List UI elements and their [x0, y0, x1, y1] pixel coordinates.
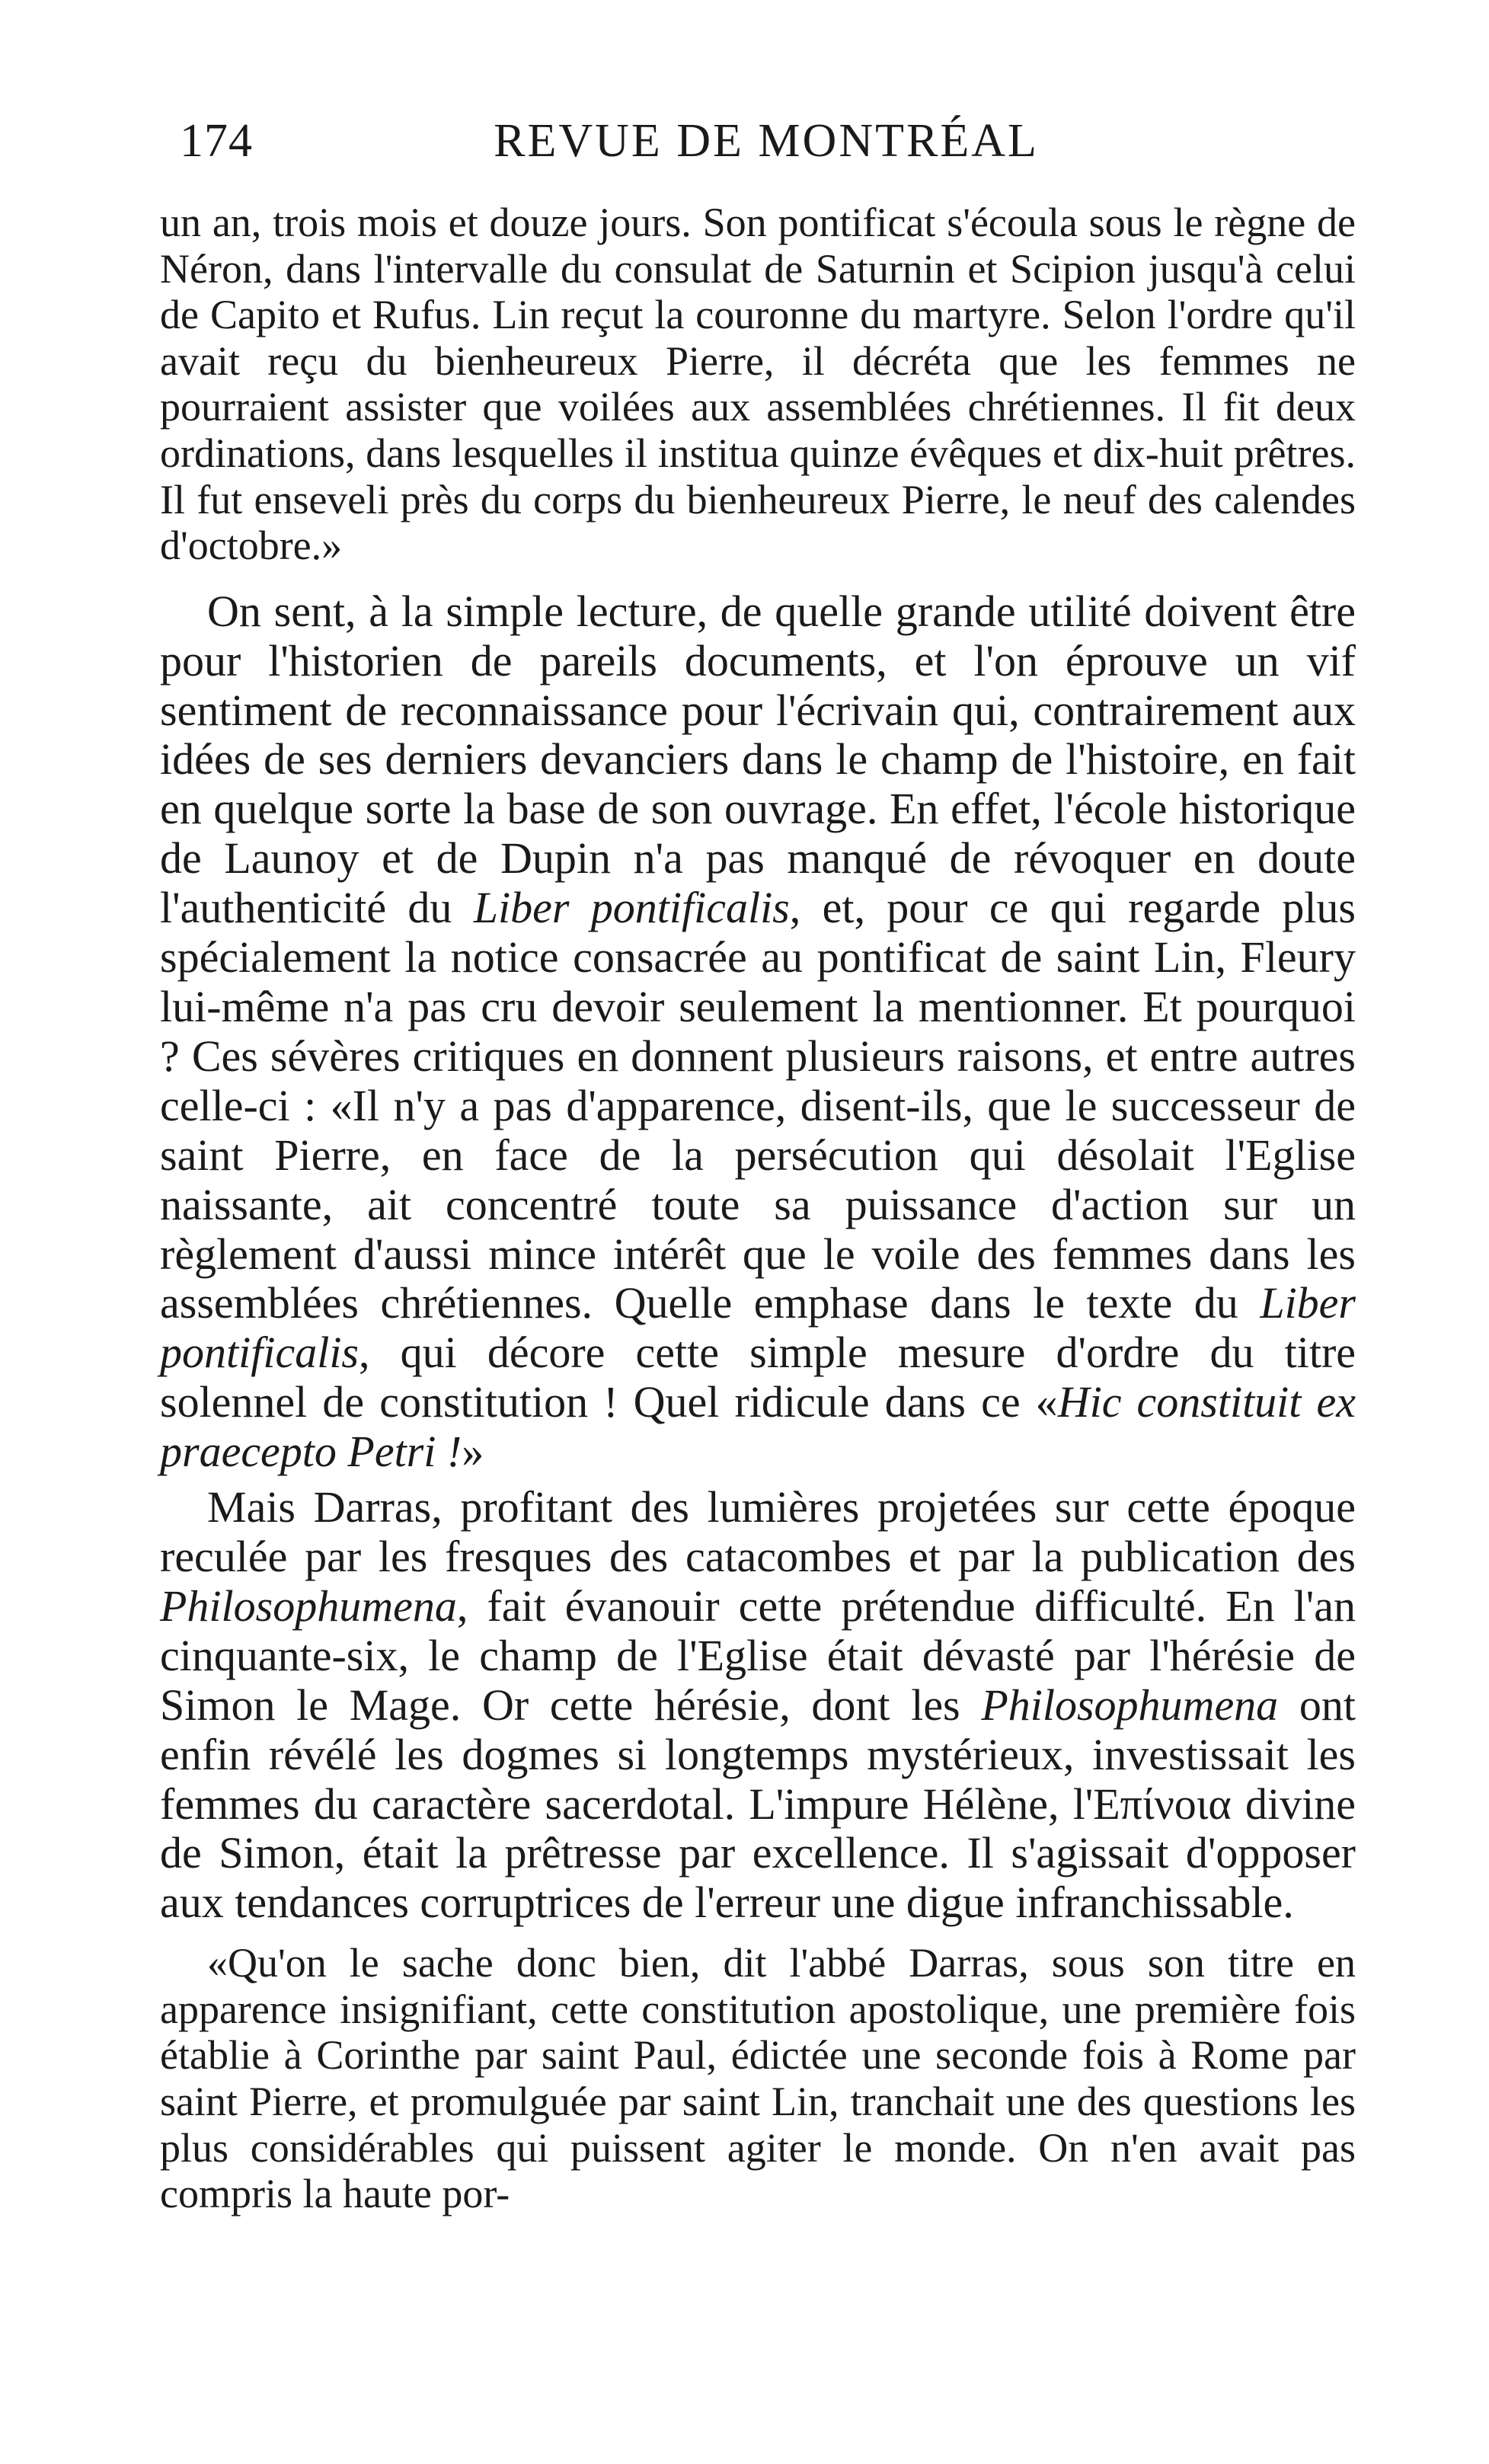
paragraph-2 [160, 587, 1356, 1477]
paragraph-2-text-3: , qui décore cette simple mesure d'ordre du titre solennel de constitution ! Quel ridicule dans ce « [160, 1328, 1356, 1427]
paragraph-3-text-1: Mais Darras, profitant des lumières projetées sur cette époque reculée par les fresques des catacombes et par la publication des [160, 1482, 1356, 1581]
book-title: Philosophumena [160, 1580, 457, 1631]
body-text [160, 200, 1356, 2217]
paragraph-2-text-2: , et, pour ce qui regarde plus spécialement la notice consacrée au pontificat de saint Lin, Fleury lui-même n'a pas cru devoir seulement la mentionner. Et pourquoi ? Ces sévères critiques en donnent plusieurs raisons, et entre autres celle-ci : «Il n'y a pas d'apparence, disent-ils, que le successeur de saint Pierre, en face de la persécution qui désolait l'Eglise naissante, ait concentré toute sa puissance d'action sur un règlement d'aussi mince intérêt que le voile des femmes dans les assemblées chrétiennes. Quelle emphase dans le texte du [160, 883, 1356, 1328]
latin-quote: Hic constituit ex praecepto Petri ! [160, 1377, 1356, 1477]
paragraph-4: «Qu'on le sache donc bien, dit l'abbé Darras, sous son titre en apparence insignifiant, cette constitution apostolique, une première fois établie à Corinthe par saint Paul, édictée une seconde fois à Rome par saint Pierre, et promulguée par saint Lin, tranchait une des questions les plus considérables qui puissent agiter le monde. On n'en avait pas compris la haute por- [160, 1940, 1356, 2217]
page-number: 174 [180, 115, 253, 167]
paragraph-3-text-2: , fait évanouir cette prétendue difficulté. En l'an cinquante-six, le champ de l'Eglise était dévasté par l'hérésie de Simon le Mage. Or cette hérésie, dont les [160, 1580, 1356, 1730]
paragraph-1: un an, trois mois et douze jours. Son pontificat s'écoula sous le règne de Néron, dans l'intervalle du consulat de Saturnin et Scipion jusqu'à celui de Capito et Rufus. Lin reçut la couronne du martyre. Selon l'ordre qu'il avait reçu du bienheureux Pierre, il décréta que les femmes ne pourraient assister que voilées aux assemblées chrétiennes. Il fit deux ordinations, dans lesquelles il institua quinze évêques et dix-huit prêtres. Il fut enseveli près du corps du bienheureux Pierre, le neuf des calendes d'octobre.» [160, 200, 1356, 569]
page-header [180, 114, 1353, 175]
paragraph-2-text-4: » [462, 1427, 484, 1477]
paragraph-3-text-3: ont enfin révélé les dogmes si longtemps mystérieux, investissait les femmes du caractère sacerdotal. L'impure Hélène, l'Επίνοια divine de Simon, était la prêtresse par excellence. Il s'agissait d'opposer aux tendances corruptrices de l'erreur une digue infranchissable. [160, 1679, 1356, 1928]
book-title: Philosophumena [981, 1679, 1279, 1730]
book-title: Liber pontificalis [160, 1278, 1356, 1378]
paragraph-3 [160, 1483, 1356, 1928]
running-head: REVUE DE MONTRÉAL [494, 115, 1039, 167]
paragraph-2-text-1: On sent, à la simple lecture, de quelle grande utilité doivent être pour l'historien de pareils documents, et l'on éprouve un vif sentiment de reconnaissance pour l'écrivain qui, contrairement aux idées de ses derniers devanciers dans le champ de l'histoire, en fait en quelque sorte la base de son ouvrage. En effet, l'école historique de Launoy et de Dupin n'a pas manqué de révoquer en doute l'authenticité du [160, 586, 1356, 933]
book-title: Liber pontificalis [473, 883, 790, 933]
